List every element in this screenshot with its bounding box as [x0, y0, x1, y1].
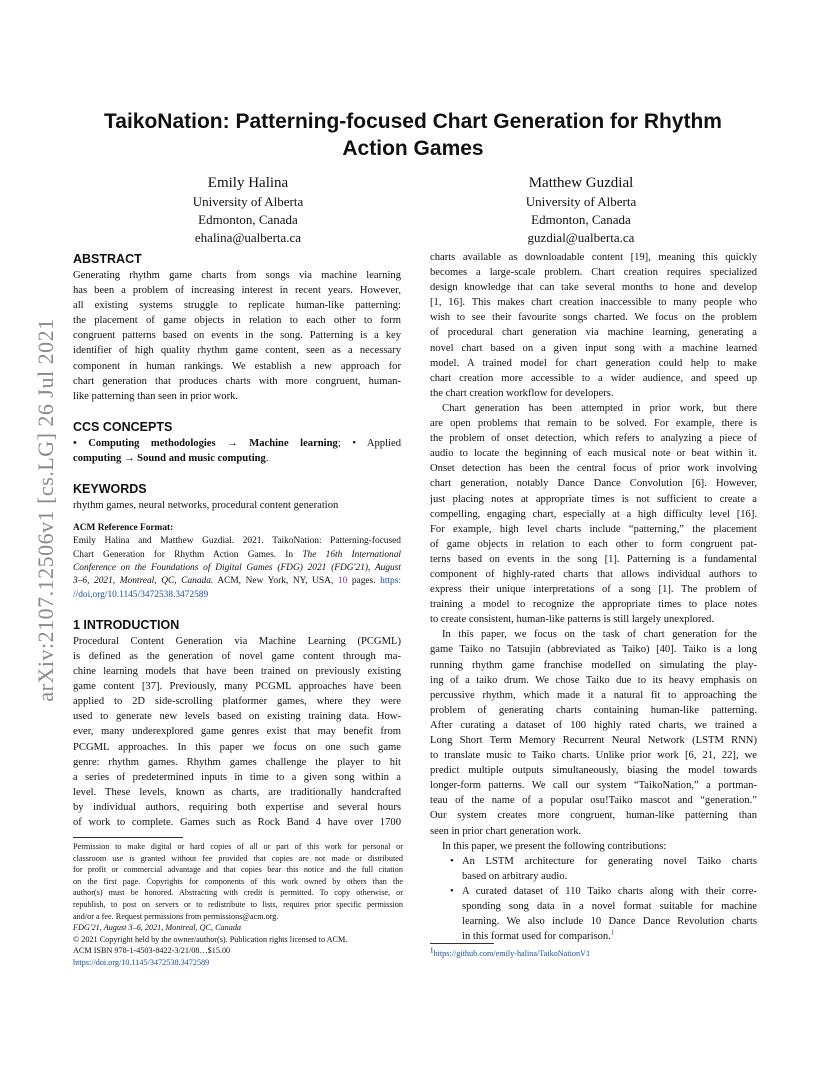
body-line: becomes a large-scale problem. Chart creation requires specialized — [430, 267, 757, 279]
keywords-heading: KEYWORDS — [73, 482, 147, 497]
copyright-rule — [73, 837, 183, 838]
acm-ref-doi-link[interactable]: https: — [380, 576, 401, 587]
author-block-2 — [451, 173, 711, 247]
acm-ref-line — [73, 549, 401, 562]
intro-line: game content [37]. Previously, many PCGML approaches have been — [73, 681, 401, 693]
ccs-term: → Machine learning — [227, 437, 338, 449]
intro-line: of work to complete. Games such as Rock Band 4 have over 1700 — [73, 817, 401, 829]
author-email: ehalina@ualberta.ca — [194, 230, 302, 245]
copyright-venue: FDG'21, August 3–6, 2021, Montreal, QC, Canada — [73, 923, 242, 933]
title-line-1: TaikoNation: Patterning-focused Chart Generation for Rhythm — [104, 110, 722, 133]
keywords-text: rhythm games, neural networks, procedural content generation — [73, 500, 339, 512]
copyright-line: for profit or commercial advantage and that copies bear this notice and the full citation — [73, 865, 403, 875]
body-line: training a model to recognize the appropriate times to place notes — [430, 599, 757, 611]
contribution-line: learning. We also include 10 Dance Dance Revolution charts — [462, 916, 757, 928]
paper-title — [70, 108, 756, 162]
body-line: to translate music to Taiko charts. Unlike prior work [6, 21, 22], we — [430, 750, 757, 762]
ccs-term: computing — [73, 452, 122, 464]
contribution-line — [462, 929, 757, 944]
ccs-sep: . — [265, 452, 269, 464]
bullet-marker: • — [450, 855, 454, 867]
author-affiliation: University of Alberta — [525, 194, 637, 209]
paragraph-3 — [430, 627, 757, 838]
acm-ref-heading: ACM Reference Format: — [73, 523, 174, 534]
body-line: teau of the name of a popular osu!Taiko mascot and “generation.” — [430, 795, 757, 807]
footnote — [430, 948, 590, 959]
body-line: express their unique interpretations of a song [1]. The problem of — [430, 584, 757, 596]
ccs-line — [73, 436, 401, 451]
intro-line: chine learning models that have been trained on previously existing — [73, 666, 401, 678]
body-line: longer-form patterns. We call our system “TaikoNation,” a portman- — [430, 780, 757, 792]
acm-reference — [73, 522, 401, 602]
copyright-line: Permission to make digital or hard copies of all or part of this work for personal or — [73, 842, 403, 851]
contribution-item — [430, 884, 757, 944]
contribution-line: An LSTM architecture for generating novel Taiko charts — [462, 855, 757, 867]
acm-ref-pages-link[interactable]: 10 — [337, 576, 348, 587]
abstract-line: has been a problem of increasing interest in recent years. However, — [73, 285, 401, 297]
contribution-line: A curated dataset of 110 Taiko charts along with their corre- — [462, 885, 757, 897]
abstract-line: like patterning than seen in prior work. — [73, 390, 239, 402]
intro-line: PCGML approaches. In this paper we focus on one such game — [73, 741, 401, 753]
body-line: component of highly-rated charts that allows individual authors to — [430, 568, 757, 580]
abstract-line: identifier of high quality rhythm game content, seen as a necessary — [73, 345, 401, 357]
acm-ref-doi-link[interactable]: //doi.org/10.1145/3472538.3472589 — [73, 589, 209, 600]
body-line: the chart creation workflow for developers. — [430, 387, 614, 399]
contribution-item — [430, 854, 757, 884]
ccs-term: • Computing methodologies — [73, 437, 216, 449]
body-line: chart creation more accessible to a wider audience, and speed up — [430, 372, 757, 384]
body-line: percussive rhythm, which made it a natural fit to approaching the — [430, 689, 757, 701]
abstract-line: the placement of game objects in relation to each other to form — [73, 315, 401, 327]
intro-line: ever, many underexplored game genres exist that may benefit from — [73, 726, 401, 738]
body-line: wish to see their favourite songs charted. We focus on the problem — [430, 312, 757, 324]
acm-ref-line — [73, 575, 401, 588]
intro-line: used to generate new levels based on existing training data. How- — [73, 711, 401, 723]
body-line: running rhythm game franchise modelled on simulating the play- — [430, 659, 757, 671]
ccs-sep: ; • Applied — [337, 437, 401, 449]
arxiv-stamp-text: arXiv:2107.12506v1 [cs.LG] 26 Jul 2021 — [33, 318, 58, 702]
body-line: just placing notes at appropriate times is not sufficient to create a — [430, 493, 757, 505]
body-line: ing of a taiko drum. We chose Taiko due to its heavy emphasis on — [430, 674, 757, 686]
abstract-line: all existing systems struggle to replicate human-like patterning: — [73, 300, 401, 312]
contributions-intro: In this paper, we present the following contributions: — [442, 840, 667, 852]
acm-ref-text: Chart Generation for Rhythm Action Games. In — [73, 549, 303, 560]
body-line: of procedural chart generation via machine learning, generating a — [430, 327, 757, 339]
footnote-marker[interactable]: 1 — [610, 929, 615, 937]
copyright-line: and/or a fee. Request permissions from permissions@acm.org. — [73, 911, 279, 921]
copyright-isbn: ACM ISBN 978-1-4503-8422-3/21/08…$15.00 — [73, 946, 231, 956]
footnote-github-link[interactable]: https://github.com/emily-halina/TaikoNationV1 — [433, 949, 591, 958]
copyright-line: republish, to post on servers or to redistribute to lists, requires prior specific permission — [73, 899, 403, 909]
body-line: chart generation, notably Dance Dance Convolution [6]. However, — [430, 478, 757, 490]
intro-line: is defined as the generation of novel game content through ma- — [73, 651, 401, 662]
body-line: [1, 16]. This makes chart creation inaccessible to many people who — [430, 297, 757, 309]
author-location: Edmonton, Canada — [198, 212, 298, 227]
author-email: guzdial@ualberta.ca — [527, 230, 635, 245]
author-location: Edmonton, Canada — [531, 212, 631, 227]
author-block-1 — [118, 173, 378, 247]
intro-line: by individual authors, requiring both expertise and several hours — [73, 801, 401, 813]
intro-body — [73, 634, 401, 830]
body-line: seen in prior chart generation work. — [430, 825, 582, 837]
contribution-text: in this format used for comparison. — [462, 931, 611, 943]
footnote-number: 1 — [430, 946, 434, 955]
body-line: terns based on events in the song [1]. Patterning is a fundamental — [430, 553, 757, 565]
title-line-2: Action Games — [342, 137, 484, 160]
author-name: Emily Halina — [207, 175, 289, 191]
body-line: For example, high level charts include “patterning,” the placement — [430, 523, 757, 535]
acm-ref-line: Emily Halina and Matthew Guzdial. 2021. TaikoNation: Patterning-focused — [73, 536, 401, 547]
body-line: Onset detection has been the central focus of prior work involving — [430, 463, 757, 475]
body-line: charts available as downloadable content [19], meaning this quickly — [430, 252, 757, 263]
copyright-block — [73, 841, 403, 969]
acm-ref-venue: 3–6, 2021, Montreal, QC, Canada. — [73, 576, 214, 587]
author-name: Matthew Guzdial — [528, 175, 634, 191]
acm-ref-text: ACM, New York, NY, USA, — [213, 576, 338, 587]
contribution-line: based on arbitrary audio. — [462, 870, 568, 882]
body-line: game Taiko no Tatsujin (abbreviated as Taiko) [40]. Taiko is a long — [430, 644, 757, 656]
paragraph-1 — [430, 250, 757, 401]
intro-line: Procedural Content Generation via Machine Learning (PCGML) — [73, 635, 401, 647]
body-line: Chart generation has been attempted in prior work, but there — [442, 402, 757, 414]
author-affiliation: University of Alberta — [192, 194, 304, 209]
footnote-rule — [430, 943, 494, 944]
body-line: are open problems that remain to be solved. For example, there is — [430, 418, 757, 430]
abstract-line: congruent patterns based on events in the song. Patterning is a key — [73, 330, 401, 342]
abstract-body — [73, 268, 401, 404]
ccs-line — [73, 451, 401, 466]
ccs-body — [73, 436, 401, 466]
intro-line: a series of predetermined inputs in time to a given song within a — [73, 771, 401, 783]
abstract-heading: ABSTRACT — [73, 252, 142, 266]
body-line: audio to locate the beginning of each musical note or beat within it. — [430, 448, 757, 460]
intro-heading: 1 INTRODUCTION — [73, 617, 180, 632]
intro-line: level. These levels, known as charts, are traditionally handcrafted — [73, 786, 401, 798]
bullet-marker: • — [450, 885, 454, 897]
copyright-line: classroom use is granted without fee provided that copies are not made or distributed — [73, 853, 403, 863]
body-line: the problem of onset detection, which refers to analyzing a piece of — [430, 433, 757, 445]
body-line: design knowledge that can take several months to hone and develop — [430, 282, 757, 294]
copyright-rights: © 2021 Copyright held by the owner/author(s). Publication rights licensed to ACM. — [73, 934, 348, 944]
ccs-heading: CCS CONCEPTS — [73, 419, 173, 434]
body-line: novel chart based on a given input song with a machine learned — [430, 342, 757, 354]
copyright-doi-link[interactable]: https://doi.org/10.1145/3472538.3472589 — [73, 957, 210, 967]
abstract-line: chart generation that produces charts with more congruent, human- — [73, 375, 401, 387]
copyright-line: author(s) must be honored. Abstracting with credit is permitted. To copy otherwise, or — [73, 888, 403, 898]
arxiv-stamp — [26, 300, 66, 720]
acm-ref-line: Conference on the Foundations of Digital Games (FDG) 2021 (FDG'21), August — [73, 563, 401, 574]
paragraph-2 — [430, 401, 757, 627]
acm-ref-venue: The 16th International — [302, 549, 401, 560]
body-line: Our system creates more congruent, human-like patterning than — [430, 810, 757, 822]
body-line: compelling, engaging chart, especially at a high difficulty level [16]. — [430, 508, 757, 520]
body-line: After curating a dataset of 100 highly rated charts, we trained a — [430, 719, 757, 731]
acm-ref-text: pages. — [347, 576, 381, 587]
intro-line: genre: rhythm games. Rhythm games challenge the player to hit — [73, 756, 401, 768]
copyright-line: on the first page. Copyrights for components of this work owned by others than the — [73, 876, 403, 886]
body-line: Long Short Term Memory Recurrent Neural Network (LSTM RNN) — [430, 735, 757, 746]
right-column — [430, 250, 757, 944]
intro-line: applied to 2D side-scrolling platformer games, where they were — [73, 696, 401, 708]
abstract-line: Generating rhythm game charts from songs via machine learning — [73, 270, 401, 281]
body-line: predict multiple outputs simultaneously, biasing the model towards — [430, 765, 757, 777]
body-line: model. A trained model for chart generation could help to make — [430, 357, 757, 369]
contribution-line: sponding song data in a novel format suitable for machine — [462, 901, 757, 913]
ccs-term: → Sound and music computing — [123, 452, 266, 464]
body-line: In this paper, we focus on the task of chart generation for the — [442, 629, 757, 641]
body-line: problem of generating charts containing human-like patterning. — [430, 704, 757, 716]
body-line: of game objects in relation to each other to form congruent pat- — [430, 538, 757, 550]
abstract-line: component in human rankings. We establish a new approach for — [73, 360, 401, 372]
body-line: to create consistent, human-like patterns is still largely unexplored. — [430, 614, 714, 626]
left-column — [73, 250, 401, 830]
